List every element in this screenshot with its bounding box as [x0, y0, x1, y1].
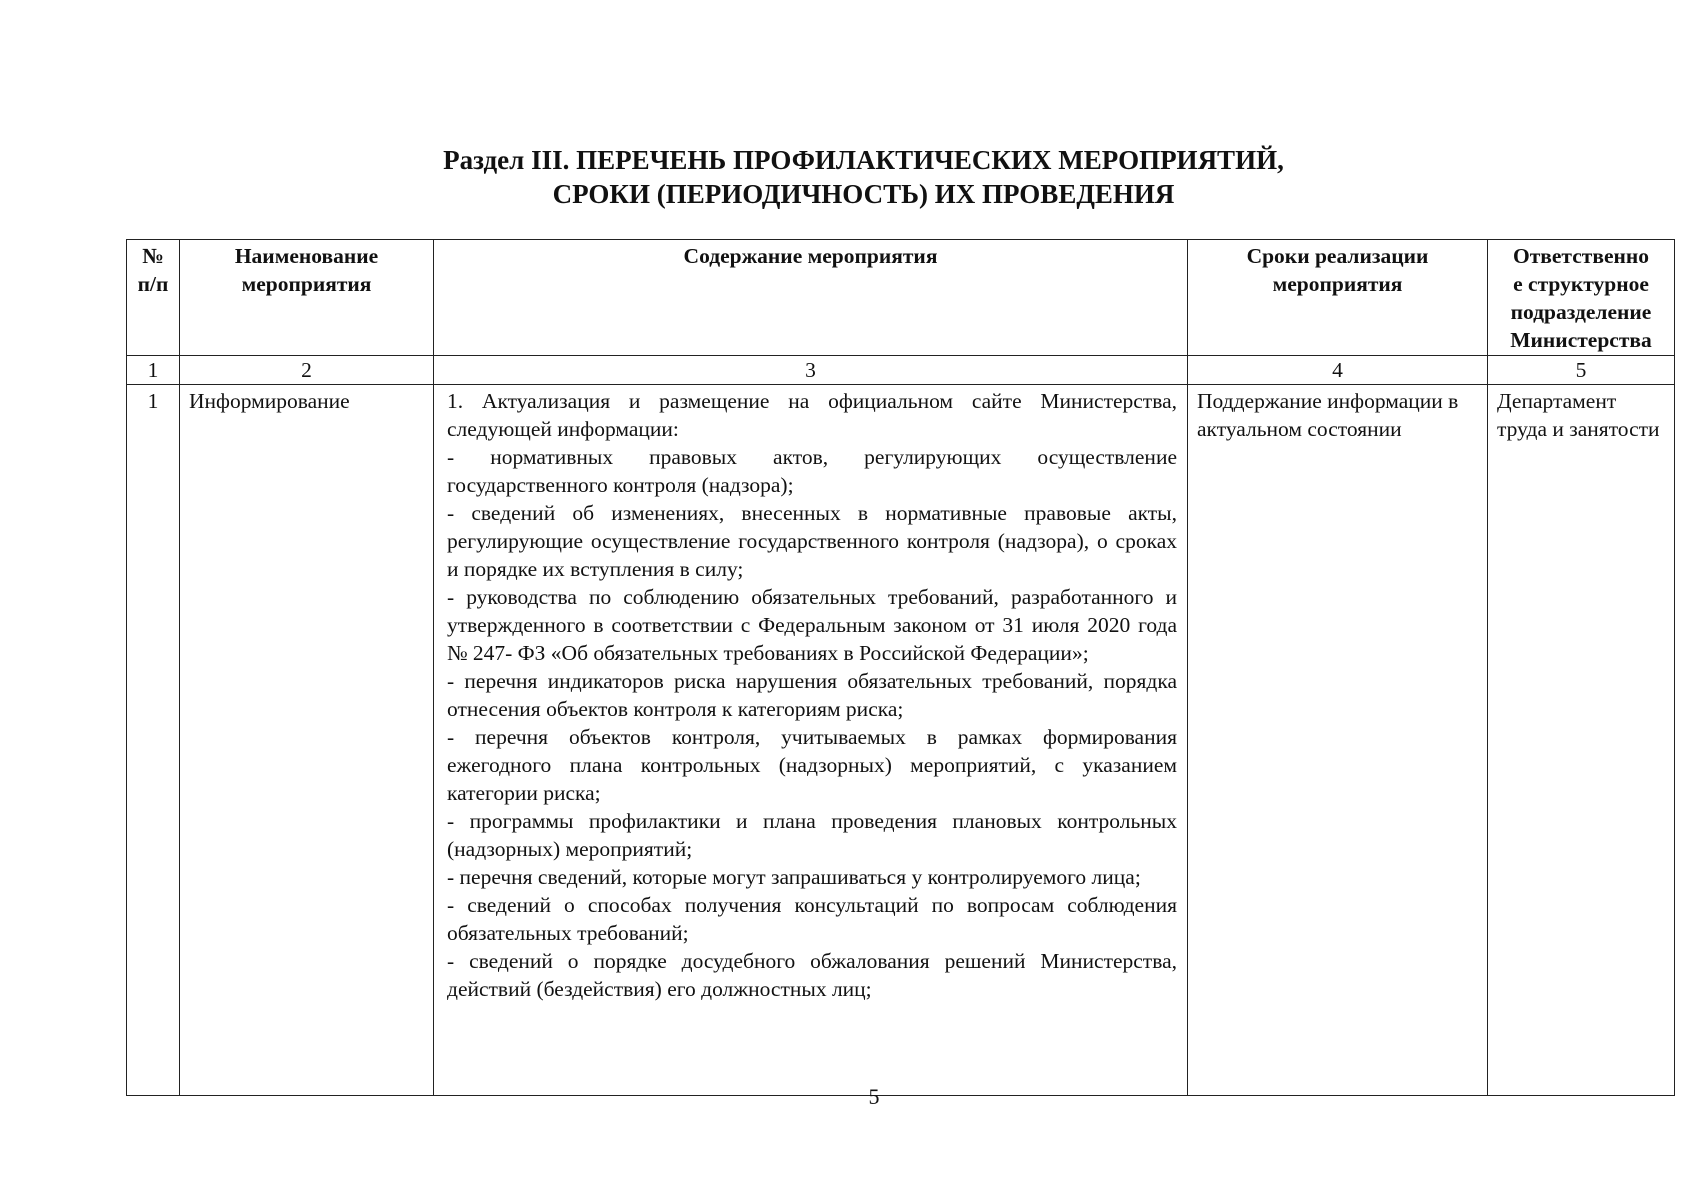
column-number: 1	[127, 356, 180, 385]
header-responsible-label: Ответственно е структурное подразделение Министерства	[1510, 244, 1652, 352]
content-paragraph: - программы профилактики и плана проведения плановых контрольных (надзорных) мероприятий;	[447, 809, 1177, 861]
page-number: 5	[868, 1084, 880, 1109]
column-number: 3	[434, 356, 1188, 385]
table-row	[127, 385, 1675, 1096]
header-name	[180, 240, 434, 356]
measure-content	[434, 385, 1188, 1096]
content-paragraph: - нормативных правовых актов, регулирующих осуществление государственного контроля (надзора);	[447, 445, 1177, 497]
header-deadline	[1188, 240, 1488, 356]
header-content	[434, 240, 1188, 356]
header-content-label: Содержание мероприятия	[683, 244, 938, 268]
section-title	[0, 143, 1690, 211]
content-paragraph: 1. Актуализация и размещение на официальном сайте Министерства, следующей информации:	[447, 389, 1177, 441]
column-number-row	[127, 356, 1675, 385]
content-paragraph: - сведений о способах получения консультаций по вопросам соблюдения обязательных требований;	[447, 893, 1177, 945]
content-paragraph: - перечня индикаторов риска нарушения обязательных требований, порядка отнесения объектов контроля к категориям риска;	[447, 669, 1177, 721]
measure-name: Информирование	[180, 385, 434, 1096]
column-number: 5	[1488, 356, 1675, 385]
table-header-row	[127, 240, 1675, 356]
row-number: 1	[127, 385, 180, 1096]
header-number-label: № п/п	[137, 244, 169, 296]
section-title-line2: СРОКИ (ПЕРИОДИЧНОСТЬ) ИХ ПРОВЕДЕНИЯ	[552, 179, 1175, 209]
column-number: 4	[1188, 356, 1488, 385]
header-responsible	[1488, 240, 1675, 356]
section-title-line1: Раздел III. ПЕРЕЧЕНЬ ПРОФИЛАКТИЧЕСКИХ МЕРОПРИЯТИЙ,	[443, 145, 1284, 175]
content-paragraph: - перечня сведений, которые могут запрашиваться у контролируемого лица;	[447, 865, 1141, 889]
content-paragraph: - руководства по соблюдению обязательных требований, разработанного и утвержденного в соответствии с Федеральным законом от 31 июля 2020 года № 247- ФЗ «Об обязательных требованиях в Российской Федерации»;	[447, 585, 1177, 665]
measure-responsible: Департамент труда и занятости	[1488, 385, 1675, 1096]
measures-table	[126, 239, 1675, 1096]
content-paragraph: - перечня объектов контроля, учитываемых в рамках формирования ежегодного плана контрольных (надзорных) мероприятий, с указанием категории риска;	[447, 725, 1177, 805]
content-paragraph: - сведений о порядке досудебного обжалования решений Министерства, действий (бездействия) его должностных лиц;	[447, 949, 1177, 1001]
header-number	[127, 240, 180, 356]
measure-deadline: Поддержание информации в актуальном состоянии	[1188, 385, 1488, 1096]
header-name-label: Наименование мероприятия	[234, 244, 379, 296]
content-paragraph: - сведений об изменениях, внесенных в нормативные правовые акты, регулирующие осуществление государственного контроля (надзора), о сроках и порядке их вступления в силу;	[447, 501, 1177, 581]
column-number: 2	[180, 356, 434, 385]
header-deadline-label: Сроки реализации мероприятия	[1246, 244, 1429, 296]
